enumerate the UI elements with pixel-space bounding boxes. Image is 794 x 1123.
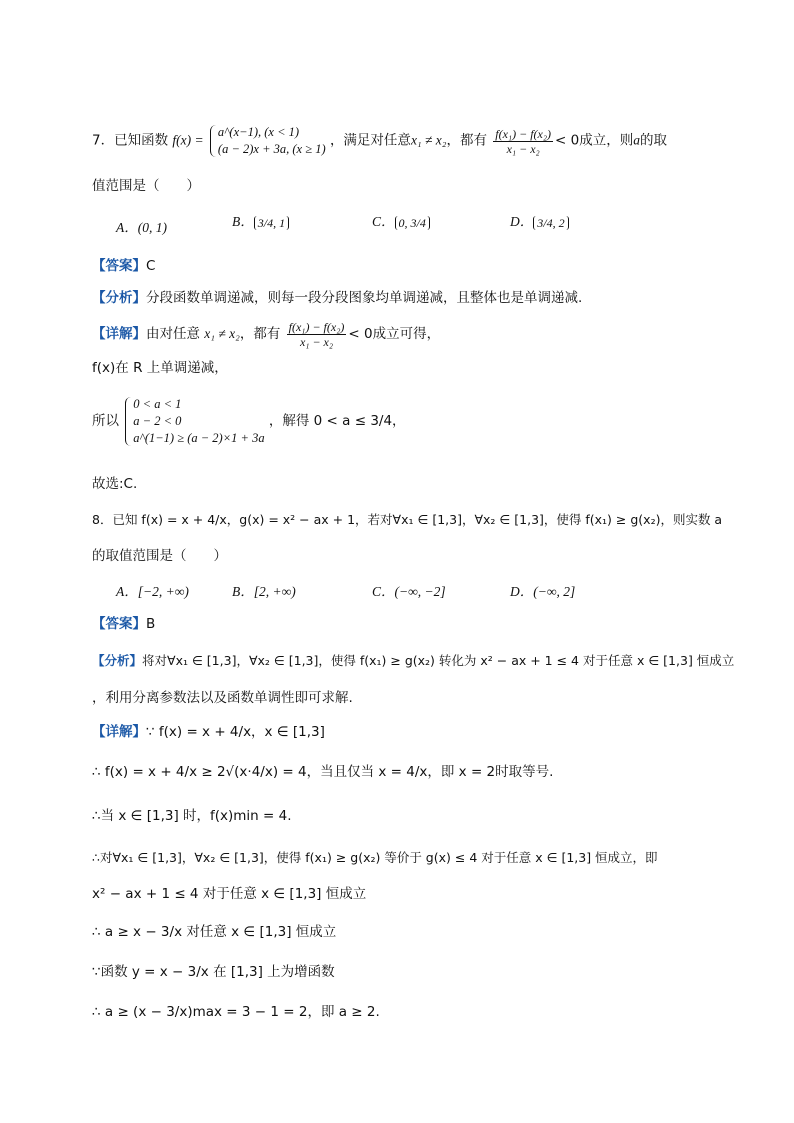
q7-detail: 【详解】由对任意 x₁ ≠ x₂，都有 $\frac{\text{f(x₁) − f(x₂)}}{\text{x₁ − x₂}}$ < 0成立可得， [92, 320, 441, 349]
q7-analysis: 【分析】分段函数单调递减，则每一段分段图象均单调递减，且整体也是单调递减. [92, 290, 583, 306]
q8-analysis-line2: ，利用分离参数法以及函数单调性即可求解. [92, 690, 353, 706]
q8-stem-line2: 的取值范围是（ ） [92, 548, 227, 564]
q8-detail-line7: ∵函数 y = x − 3/x 在 [1,3] 上为增函数 [92, 964, 335, 980]
q8-stem: 8．已知 f(x) = x + 4/x，g(x) = x² − ax + 1，若对∀x₁ ∈ [1,3]，∀x₂ ∈ [1,3]，使得 f(x₁) ≥ g(x₂)，则实数 a [92, 512, 723, 527]
q8-option-b: B．[2, +∞) [232, 584, 296, 599]
q8-detail-line4: ∴对∀x₁ ∈ [1,3]，∀x₂ ∈ [1,3]，使得 f(x₁) ≥ g(x₂) 等价于 g(x) ≤ 4 对于任意 x ∈ [1,3] 恒成立，即 [92, 850, 658, 865]
q8-detail-line6: ∴ a ≥ x − 3/x 对任意 x ∈ [1,3] 恒成立 [92, 924, 337, 940]
q8-option-c: C．(−∞, −2] [372, 584, 446, 599]
q8-detail: 【详解】∵ f(x) = x + 4/x，x ∈ [1,3] [92, 724, 325, 740]
q8-answer: 【答案】B [92, 616, 156, 632]
q7-piecewise: a^(x−1), (x < 1) (a − 2)x + 3a, (x ≥ 1) [208, 124, 326, 158]
q8-detail-line3: ∴当 x ∈ [1,3] 时，f(x)min = 4. [92, 808, 292, 824]
q7-system: 0 < a < 1 a − 2 < 0 a^(1−1) ≥ (a − 2)×1 + 3a [123, 396, 264, 447]
q7-detail-system: 所以 0 < a < 1 a − 2 < 0 a^(1−1) ≥ (a − 2)×1 + 3a ，解得 0 < a ≤ 3/4， [92, 397, 406, 445]
q8-detail-line5: x² − ax + 1 ≤ 4 对于任意 x ∈ [1,3] 恒成立 [92, 886, 367, 902]
q7-fraction: $\frac{\text{f(x₁) − f(x₂)}}{\text{x₁ − x₂}}$ [495, 126, 552, 156]
q7-stem-line2: 值范围是（ ） [92, 178, 200, 194]
q7-option-c: C． 0, 3/4 [372, 210, 430, 230]
q7-detail-line2: f(x)在 R 上单调递减， [92, 360, 228, 376]
q7-option-b: B． 3/4, 1 [232, 210, 289, 230]
q8-detail-line2: ∴ f(x) = x + 4/x ≥ 2√(x·4/x) = 4，当且仅当 x = 4/x，即 x = 2时取等号. [92, 764, 554, 780]
q7-option-d: D． 3/4, 2 [510, 210, 569, 230]
q8-analysis: 【分析】将对∀x₁ ∈ [1,3]，∀x₂ ∈ [1,3]，使得 f(x₁) ≥ g(x₂) 转化为 x² − ax + 1 ≤ 4 对于任意 x ∈ [1,3] 恒成立 [92, 653, 735, 668]
q7-option-a: A．(0, 1) [116, 220, 167, 235]
q8-option-a: A．[−2, +∞) [116, 584, 189, 599]
q7-choose: 故选:C. [92, 476, 138, 492]
q8-detail-line8: ∴ a ≥ (x − 3/x)max = 3 − 1 = 2，即 a ≥ 2. [92, 1004, 380, 1020]
q7-answer: 【答案】C [92, 258, 156, 274]
q8-option-d: D．(−∞, 2] [510, 584, 576, 599]
q7-stem: 7．已知函数 f(x) = a^(x−1), (x < 1) (a − 2)x + 3a, (x ≥ 1) ，满足对任意x₁ ≠ x₂，都有 $\frac{\text{f(x₁) − f(x₂)}}{\text{x₁ − x₂}}$ < 0成立，则a的取 [92, 125, 667, 156]
